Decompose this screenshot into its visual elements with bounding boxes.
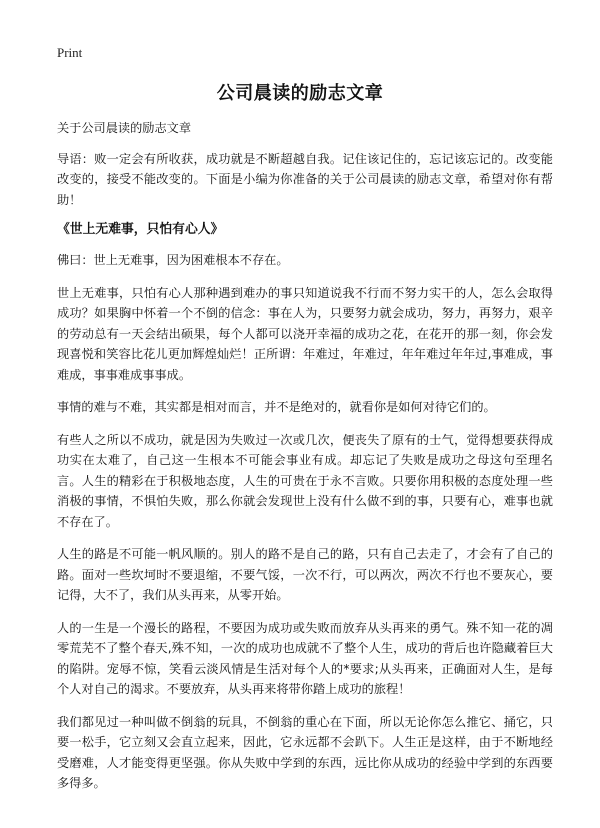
article-paragraph: 有些人之所以不成功，就是因为失败过一次或几次，便丧失了原有的士气，觉得想要获得成功实在太难了，自己这一生根本不可能会事业有成。却忘记了失败是成功之母这句至理名言。人生的精彩在于积极地态度，人生的可贵在于永不言败。只要你用积极的态度处理一些消极的事情，不惧怕失败，那么你就会发现世上没有什么做不到的事，只要有心，难事也就不存在了。 — [57, 432, 553, 529]
article-paragraph: 佛曰：世上无难事，因为困难根本不存在。 — [57, 253, 289, 267]
section-heading: 《世上无难事，只怕有心人》 — [57, 222, 224, 237]
article-paragraph: 世上无难事，只怕有心人那种遇到难办的事只知道说我不行而不努力实干的人，怎么会取得成功？如果胸中怀着一个不倒的信念：事在人为，只要努力就会成功，努力，再努力，艰辛的劳动总有一天会结出硕果，每个人都可以浇开幸福的成功之花，在花开的那一刻，你会发现喜悦和笑容比花儿更加辉煌灿烂！正所谓：年难过，年难过，年年难过年年过,事难成，事难成，事事难成事事成。 — [57, 285, 553, 382]
article-intro: 导语：败一定会有所收获，成功就是不断超越自我。记住该记住的，忘记该忘记的。改变能改变的，接受不能改变的。下面是小编为你准备的关于公司晨读的励志文章，希望对你有帮助！ — [57, 151, 553, 207]
article-paragraph: 事情的难与不难，其实都是相对而言，并不是绝对的，就看你是如何对待它们的。 — [57, 400, 496, 414]
article-paragraph: 我们都见过一种叫做不倒翁的玩具，不倒翁的重心在下面，所以无论你怎么推它、捅它，只要一松手，它立刻又会直立起来，因此，它永远都不会趴下。人生正是这样，由于不断地经受磨难，人才能变得更坚强。你从失败中学到的东西，远比你从成功的经验中学到的东西要多得多。 — [57, 714, 553, 790]
article-subtitle: 关于公司晨读的励志文章 — [57, 121, 192, 135]
article-paragraph: 人的一生是一个漫长的路程，不要因为成功或失败而放弃从头再来的勇气。殊不知一花的凋零荒芜不了整个春天,殊不知，一次的成功也成就不了整个人生，成功的背后也许隐藏着巨大的陷阱。宠辱不惊，笑看云淡风情是生活对每个人的*要求;从头再来，正确面对人生，是每个人对自己的渴求。不要放弃，从头再来将带你踏上成功的旅程！ — [57, 620, 553, 696]
page-title: 公司晨读的励志文章 — [216, 83, 384, 104]
article-body — [57, 118, 553, 806]
article-paragraph: 人生的路是不可能一帆风顺的。别人的路不是自己的路，只有自己去走了，才会有了自己的路。面对一些坎坷时不要退缩，不要气馁，一次不行，可以两次，两次不行也不要灰心，要记得，大不了，我们从头再来，从零开始。 — [57, 547, 553, 602]
print-link[interactable]: Print — [57, 45, 83, 60]
